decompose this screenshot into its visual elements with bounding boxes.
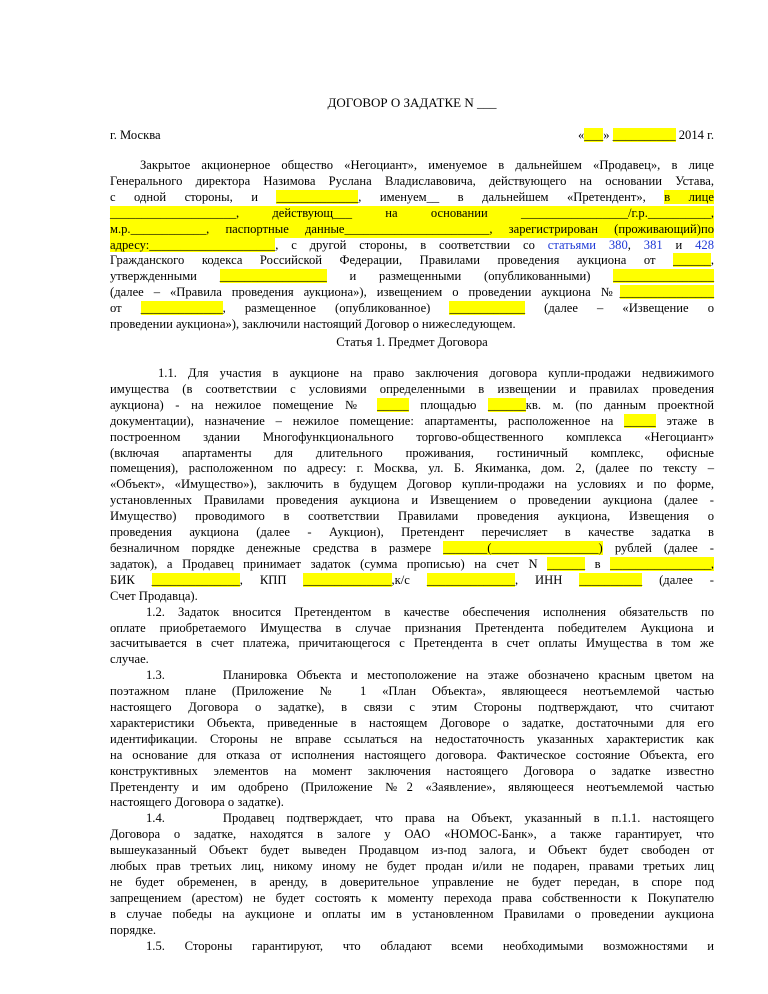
link-article-381[interactable]: 381 bbox=[643, 237, 663, 252]
preamble-line: Гражданского кодекса Российской Федерации, Правилами проведения аукциона от ______, bbox=[110, 253, 714, 268]
premise-number-field[interactable]: _____ bbox=[377, 397, 409, 412]
p13-line: настоящего Договора о задатке), в связи с этим Стороны подтверждают, что считают bbox=[110, 700, 714, 715]
p14-line: любых прав третьих лиц, никому иному не будет продан и/или не подарен, правами третьих лиц bbox=[110, 859, 714, 874]
preamble-line: проведении аукциона»), заключили настоящий Договор о нижеследующем. bbox=[110, 317, 516, 332]
p11-line: аукциона) - на нежилое помещение № _____ площадью ______кв. м. (по данным проектной bbox=[110, 397, 714, 412]
kpp-field[interactable]: ______________ bbox=[303, 572, 392, 587]
deposit-amount-field[interactable]: _______(_________________) bbox=[443, 540, 603, 555]
p14-line: вышеуказанный Объект будет выведен Продавцом из-под залога, и Объект будет свободен от bbox=[110, 843, 714, 858]
p11-line: помещения), расположенном по адресу: г. Москва, ул. Б. Якиманка, дом. 2, (далее по тексту – bbox=[110, 461, 714, 476]
p12-line: засчитывается в счет платежа, причитающегося с Претендента в счет оплаты Имущества в том же bbox=[110, 636, 714, 651]
date-month-field[interactable]: __________ bbox=[612, 128, 676, 142]
preamble-line: адресу:____________________, с другой стороны, в соответствии со статьями 380, 381 и 428 bbox=[110, 237, 714, 252]
notice-date-field[interactable]: _____________ bbox=[140, 301, 223, 316]
corr-account-field[interactable]: ______________ bbox=[426, 572, 515, 587]
preamble-line: Генерального директора Назимова Руслана Владиславовича, действующего на основании Устава, bbox=[110, 173, 714, 188]
p12-line: случае. bbox=[110, 652, 149, 667]
city: г. Москва bbox=[110, 128, 161, 142]
p14-line: в случае победы на аукционе и оплаты им в установленном Правилами о проведении аукциона bbox=[110, 906, 714, 921]
p13-line: конструктивных элементов на момент заключения настоящего Договора о задатке известно bbox=[110, 763, 714, 778]
p11-line: имущества (в соответствии с условиями определенными в извещении и правилах проведения bbox=[110, 381, 714, 396]
p14-line: не будет обременен, в аренду, в доверительное управление не будет передан, в споре под bbox=[110, 875, 714, 889]
bik-field[interactable]: ______________ bbox=[151, 572, 240, 587]
title-text: ДОГОВОР О ЗАДАТКЕ N ___ bbox=[327, 95, 497, 110]
p14-line: Договора о задатке, находятся в залоге у ОАО «НОМОС-Банк», а также гарантирует, что bbox=[110, 827, 714, 842]
p11-line: проведения аукциона (далее - Аукцион), Претендент перечисляет в качестве задатка в bbox=[110, 525, 714, 540]
article-1-body bbox=[110, 366, 714, 955]
p11-line: построенном здании Многофункционального торгово-общественного комплекса «Негоциант» bbox=[110, 429, 714, 444]
p11-line: БИК ______________, КПП ______________,к/с ______________, ИНН __________ (далее - bbox=[110, 572, 714, 587]
floor-field[interactable]: _____ bbox=[624, 413, 656, 428]
preamble-line[interactable]: м.р.____________, паспортные данные_______________________, зарегистрирован (проживающий)по bbox=[110, 221, 714, 236]
approved-by-field[interactable]: _________________ bbox=[219, 269, 327, 284]
contract-date: «___» __________ 2014 г. bbox=[578, 128, 714, 142]
p12-line: оплате приобретаемого Имущества в случае признания Претендента победителем Аукциона и bbox=[110, 620, 714, 635]
area-field[interactable]: ______ bbox=[488, 397, 526, 412]
p14-line: 1.4. Продавец подтверждает, что права на Объект, указанный в п.1.1. настоящего bbox=[146, 811, 714, 826]
published-in-field[interactable]: ________________ bbox=[613, 269, 714, 284]
account-number-field[interactable]: ______ bbox=[547, 556, 585, 571]
preamble-line: ____________________, действующ___ на основании _________________/г.р.__________, bbox=[110, 205, 714, 220]
p13-line: настоящего Договора о задатке). bbox=[110, 795, 284, 810]
p14-line: порядке. bbox=[110, 922, 157, 937]
p11-line: задаток), а Продавец принимает задаток (сумма прописью) на счет N ______ в ________________, bbox=[110, 556, 714, 571]
p13-line: на основание для отказа от исполнения настоящего договора. Фактическое состояние Объекта, его bbox=[110, 747, 714, 762]
link-article-380[interactable]: статьями 380 bbox=[547, 237, 628, 252]
p13-line: 1.3. Планировка Объекта и местоположение на этаже обозначено красным цветом на bbox=[146, 668, 714, 683]
notice-number-field[interactable]: _______________ bbox=[619, 285, 714, 300]
pretendent-name-field[interactable]: _____________ bbox=[276, 189, 359, 204]
p13-line: идентификации. Стороны не вправе ссылаться на недостаточность указанных характеристик как bbox=[110, 731, 714, 746]
notice-published-field[interactable]: ____________ bbox=[449, 301, 526, 316]
link-article-428[interactable]: 428 bbox=[695, 237, 714, 252]
preamble-line: с одной стороны, и _____________, именуем__ в дальнейшем «Претендент», в лице bbox=[110, 189, 714, 204]
p13-line: Претенденту и им одобрено (Приложение №2 «Заявление», являющееся неотъемлемой частью bbox=[110, 779, 714, 794]
preamble-line: (далее – «Правила проведения аукциона»), извещением о проведении аукциона №_______________ bbox=[110, 285, 714, 300]
p11-line: 1.1. Для участия в аукционе на право заключения договора купли-продажи недвижимого bbox=[158, 366, 714, 380]
p11-line: установленных Правилами проведения аукциона и Извещением о проведении аукциона (далее - bbox=[110, 493, 714, 508]
preamble-line: утвержденными _________________ и размещенными (опубликованными) ________________ bbox=[110, 269, 714, 284]
city-date-line bbox=[110, 128, 714, 144]
p11-line: Имущество) проводимого в соответствии Правилами проведения аукциона, Извещения о bbox=[110, 509, 714, 524]
p13-line: характеристики Объекта, приведенные в настоящем Договоре о задатке, достаточными для его bbox=[110, 715, 714, 730]
address-field[interactable]: адресу:____________________ bbox=[110, 237, 276, 252]
representative-field[interactable]: ____________________ bbox=[110, 205, 236, 220]
auction-rules-date-field[interactable]: ______ bbox=[673, 253, 711, 268]
p11-line: документации), назначение – нежилое помещение: апартаменты, расположенное на _____ этаже в bbox=[110, 413, 715, 428]
date-day-field[interactable]: ___ bbox=[584, 128, 604, 142]
preamble bbox=[110, 158, 714, 333]
p15-line: 1.5. Стороны гарантируют, что обладают всеми необходимыми возможностями и bbox=[146, 938, 714, 953]
bank-name-field[interactable]: ________________, bbox=[610, 556, 714, 571]
p13-line: поэтажном плане (Приложение № 1 «План Объекта», являющееся неотъемлемой частью bbox=[110, 684, 714, 699]
p12-line: 1.2. Задаток вносится Претендентом в качестве обеспечения исполнения обязательств по bbox=[146, 604, 714, 619]
p11-line: безналичном порядке денежные средства в размере _______(_________________) рублей (далее - bbox=[110, 540, 714, 555]
p11-line: Счет Продавца). bbox=[110, 588, 198, 603]
article-1-heading: Статья 1. Предмет Договора bbox=[336, 335, 488, 349]
p11-line: «Объект», «Имущество»), заключить в будущем Договор купли-продажи на условиях и по форме, bbox=[110, 477, 714, 492]
p14-line: запрещением (арестом) не будет состоять к моменту перехода права собственности к Покупателю bbox=[110, 890, 714, 905]
preamble-line: от _____________, размещенное (опубликованное) ____________ (далее – «Извещение о bbox=[110, 301, 714, 316]
contract-title bbox=[110, 95, 714, 111]
p11-line: (включая апартаменты для длительного проживания, гостиничный комплекс, офисные bbox=[110, 445, 714, 460]
inn-field[interactable]: __________ bbox=[579, 572, 643, 587]
preamble-line: Закрытое акционерное общество «Негоциант», именуемое в дальнейшем «Продавец», в лице bbox=[140, 158, 714, 172]
